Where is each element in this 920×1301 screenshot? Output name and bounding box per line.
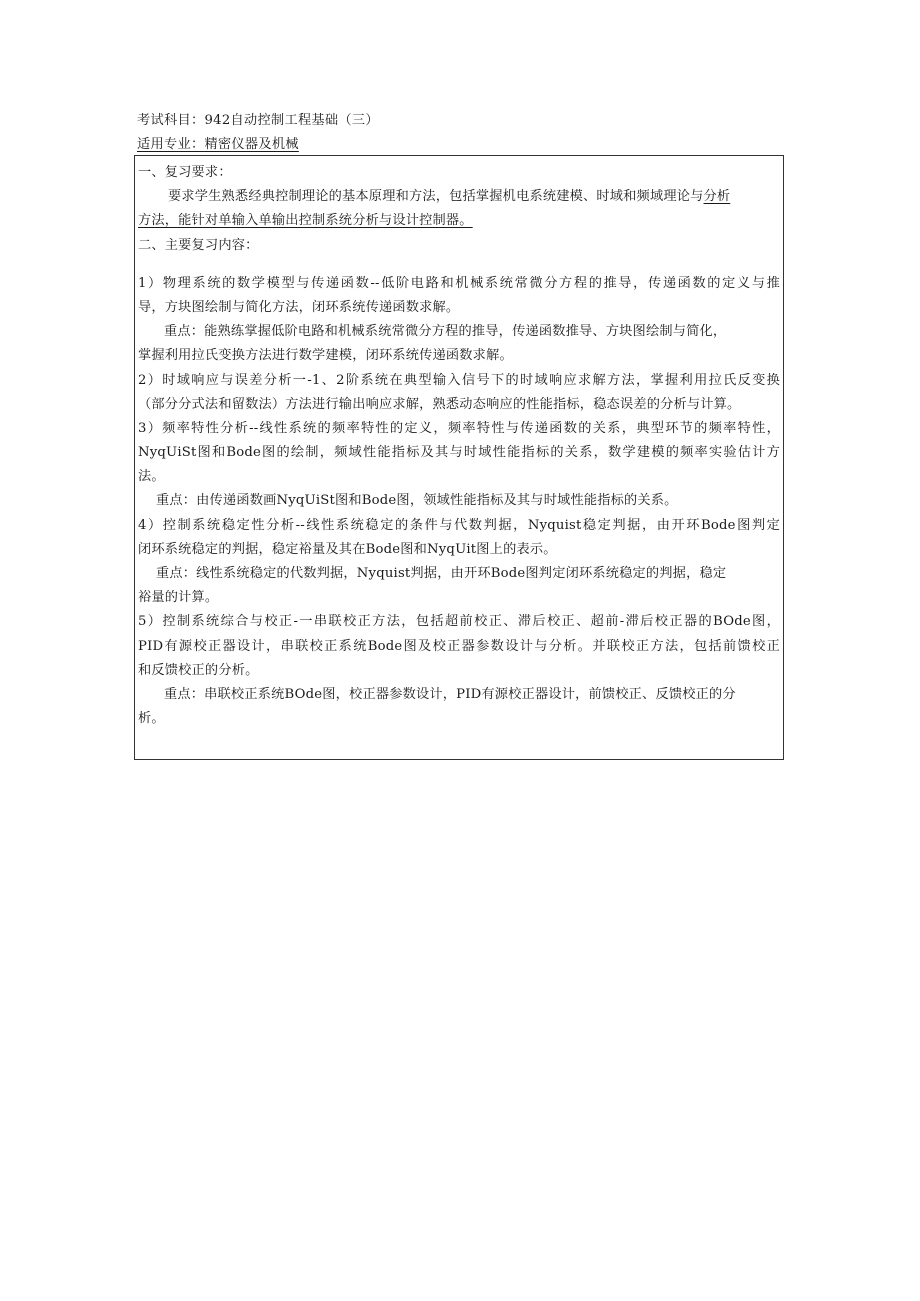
spacer bbox=[138, 258, 780, 272]
section-1-text-c: 方法，能针对单输入单输出控制系统分析与设计控制器。 bbox=[138, 213, 473, 229]
item-4-line-2: 闭环系统稳定的判据，稳定裕量及其在Bode图和NyqUit图上的表示。 bbox=[138, 541, 557, 557]
item-1-line-2: 导，方块图绘制与简化方法，闭环系统传递函数求解。 bbox=[138, 299, 460, 315]
item-2-line-2: （部分分式法和留数法）方法进行输出响应求解，熟悉动态响应的性能指标，稳态误差的分析与计算。 bbox=[138, 396, 741, 412]
item-5-line-1: 5）控制系统综合与校正-一串联校正方法，包括超前校正、滞后校正、超前-滞后校正器的BOde图， bbox=[138, 614, 780, 630]
item-5-line-3: 和反馈校正的分析。 bbox=[138, 662, 259, 678]
item-1-key-line-1: 重点：能熟练掌握低阶电路和机械系统常微分方程的推导，传递函数推导、方块图绘制与简化， bbox=[164, 324, 727, 340]
item-3-key-line: 重点：由传递函数画NyqUiSt图和Bode图，领域性能指标及其与时域性能指标的关系。 bbox=[156, 493, 678, 509]
item-1-key-line-2: 掌握利用拉氏变换方法进行数学建模，闭环系统传递函数求解。 bbox=[138, 348, 513, 364]
section-1-text-b: 分析 bbox=[703, 189, 731, 205]
applicable-major-line bbox=[137, 135, 299, 155]
applicable-major-value: 精密仪器及机械 bbox=[204, 137, 299, 152]
section-1-paragraph-line-1 bbox=[138, 185, 780, 209]
item-1-line-1: 1）物理系统的数学模型与传递函数--低阶电路和机械系统常微分方程的推导，传递函数的定义与推 bbox=[138, 275, 780, 291]
item-4-key-line-2: 裕量的计算。 bbox=[138, 590, 219, 606]
item-4-line-1: 4）控制系统稳定性分析--线性系统稳定的条件与代数判据，Nyquist稳定判据，由开环Bode图判定 bbox=[138, 517, 780, 533]
section-2-title: 二、主要复习内容： bbox=[138, 237, 259, 253]
section-1-paragraph-line-2 bbox=[138, 209, 780, 233]
item-3-line-1: 3）频率特性分析--线性系统的频率特性的定义，频率特性与传递函数的关系，典型环节的频率特性， bbox=[138, 420, 780, 436]
content-body bbox=[138, 161, 780, 731]
exam-subject-label: 考试科目： bbox=[137, 113, 205, 128]
item-2-line-1: 2）时域响应与误差分析一-1、2阶系统在典型输入信号下的时域响应求解方法，掌握利用拉氏反变换 bbox=[138, 372, 780, 388]
item-3-line-2: NyqUiSt图和Bode图的绘制，频域性能指标及其与时域性能指标的关系，数学建模的频率实验估计方 bbox=[138, 445, 780, 461]
exam-subject-line bbox=[137, 111, 379, 131]
item-4-key-line-1: 重点：线性系统稳定的代数判据，Nyquist判据，由开环Bode图判定闭环系统稳定的判据，稳定 bbox=[156, 566, 727, 581]
exam-subject-value: 942自动控制工程基础（三） bbox=[204, 113, 379, 128]
content-box bbox=[134, 155, 784, 760]
section-1-text-a: 要求学生熟悉经典控制理论的基本原理和方法，包括掌握机电系统建模、时域和频域理论与 bbox=[168, 189, 704, 205]
item-5-key-line-1: 重点：串联校正系统BOde图，校正器参数设计，PID有源校正器设计，前馈校正、反馈校正的分 bbox=[164, 686, 736, 702]
section-1-title: 一、复习要求： bbox=[138, 165, 232, 180]
item-5-line-2: PID有源校正器设计，串联校正系统Bode图及校正器参数设计与分析。并联校正方法，包括前馈校正 bbox=[138, 638, 780, 654]
applicable-major-label: 适用专业： bbox=[137, 137, 205, 152]
item-3-line-3: 法。 bbox=[138, 469, 165, 485]
item-5-key-line-2: 析。 bbox=[138, 711, 165, 727]
